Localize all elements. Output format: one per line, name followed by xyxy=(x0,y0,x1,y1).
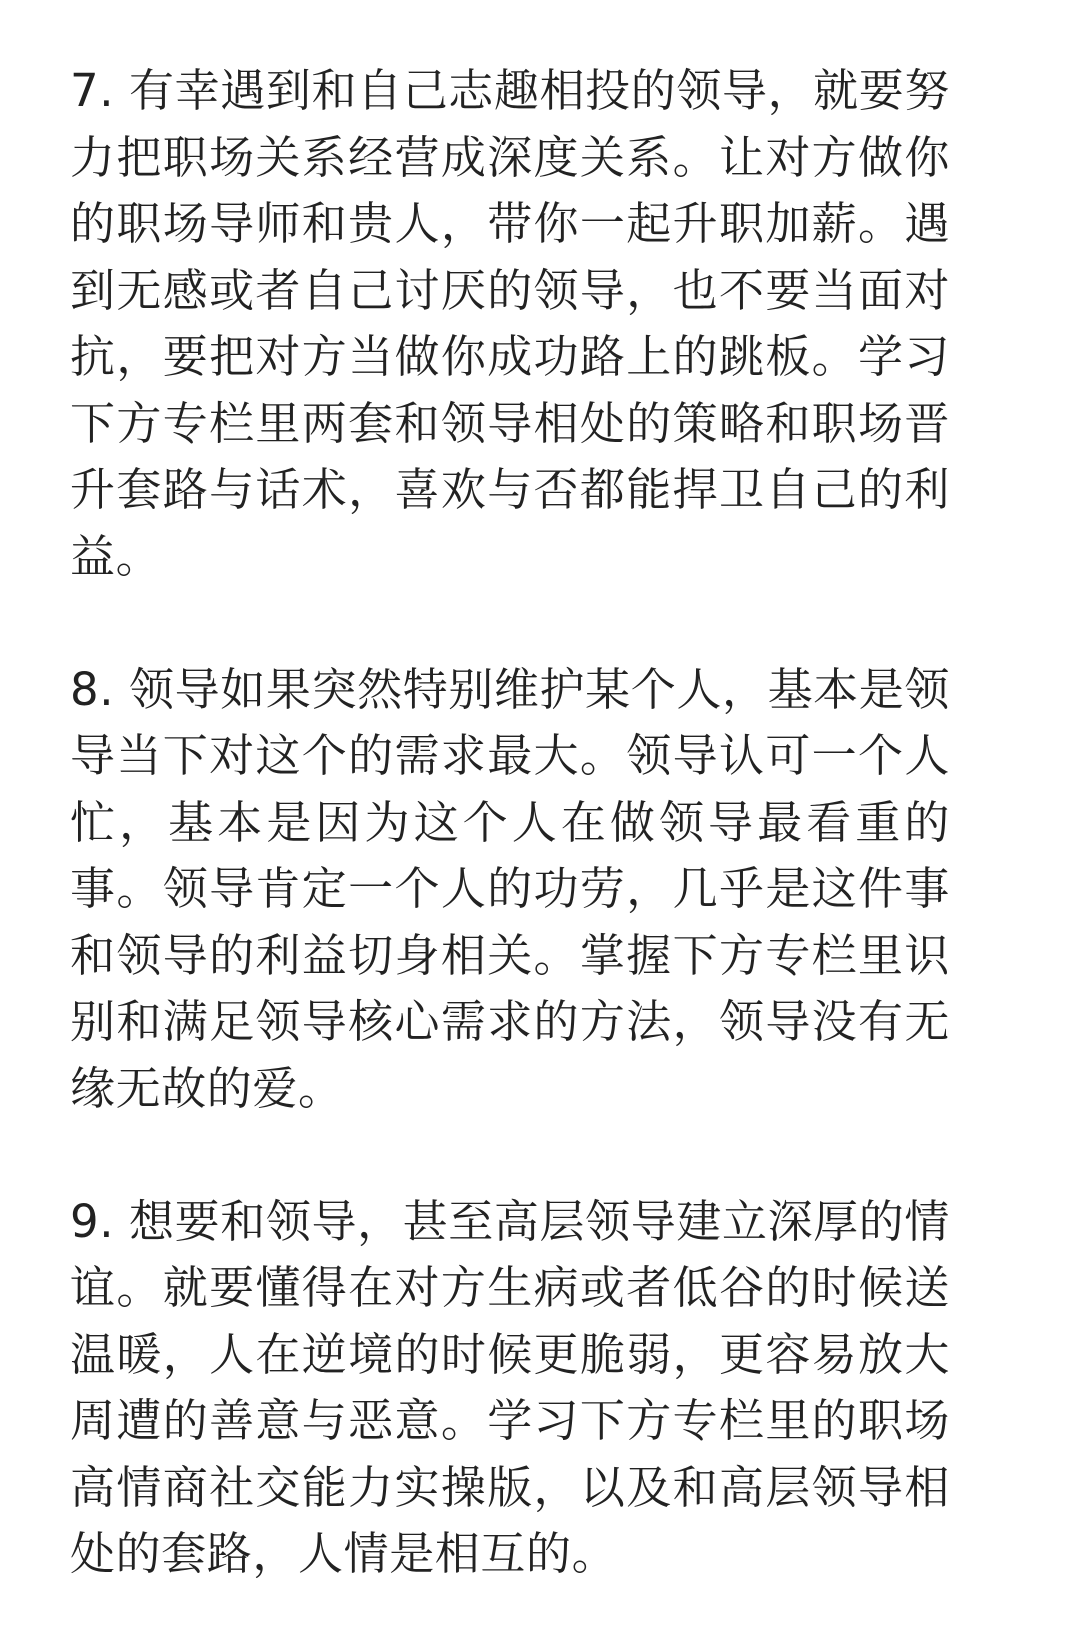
paragraph-item-9: 9. 想要和领导，甚至高层领导建立深厚的情谊。就要懂得在对方生病或者低谷的时候送温暖，人在逆境的时候更脆弱，更容易放大周遭的善意与恶意。学习下方专栏里的职场高情商社交能力实操版，以及和高层领导相处的套路，人情是相互的。 xyxy=(70,1194,950,1580)
article-body xyxy=(70,58,950,1588)
paragraph-item-7: 7. 有幸遇到和自己志趣相投的领导，就要努力把职场关系经营成深度关系。让对方做你的职场导师和贵人，带你一起升职加薪。遇到无感或者自己讨厌的领导，也不要当面对抗，要把对方当做你成功路上的跳板。学习下方专栏里两套和领导相处的策略和职场晋升套路与话术，喜欢与否都能捍卫自己的利益。 xyxy=(70,64,950,583)
paragraph-item-8: 8. 领导如果突然特别维护某个人，基本是领导当下对这个的需求最大。领导认可一个人忙，基本是因为这个人在做领导最看重的事。领导肯定一个人的功劳，几乎是这件事和领导的利益切身相关。掌握下方专栏里识别和满足领导核心需求的方法，领导没有无缘无故的爱。 xyxy=(70,662,950,1115)
